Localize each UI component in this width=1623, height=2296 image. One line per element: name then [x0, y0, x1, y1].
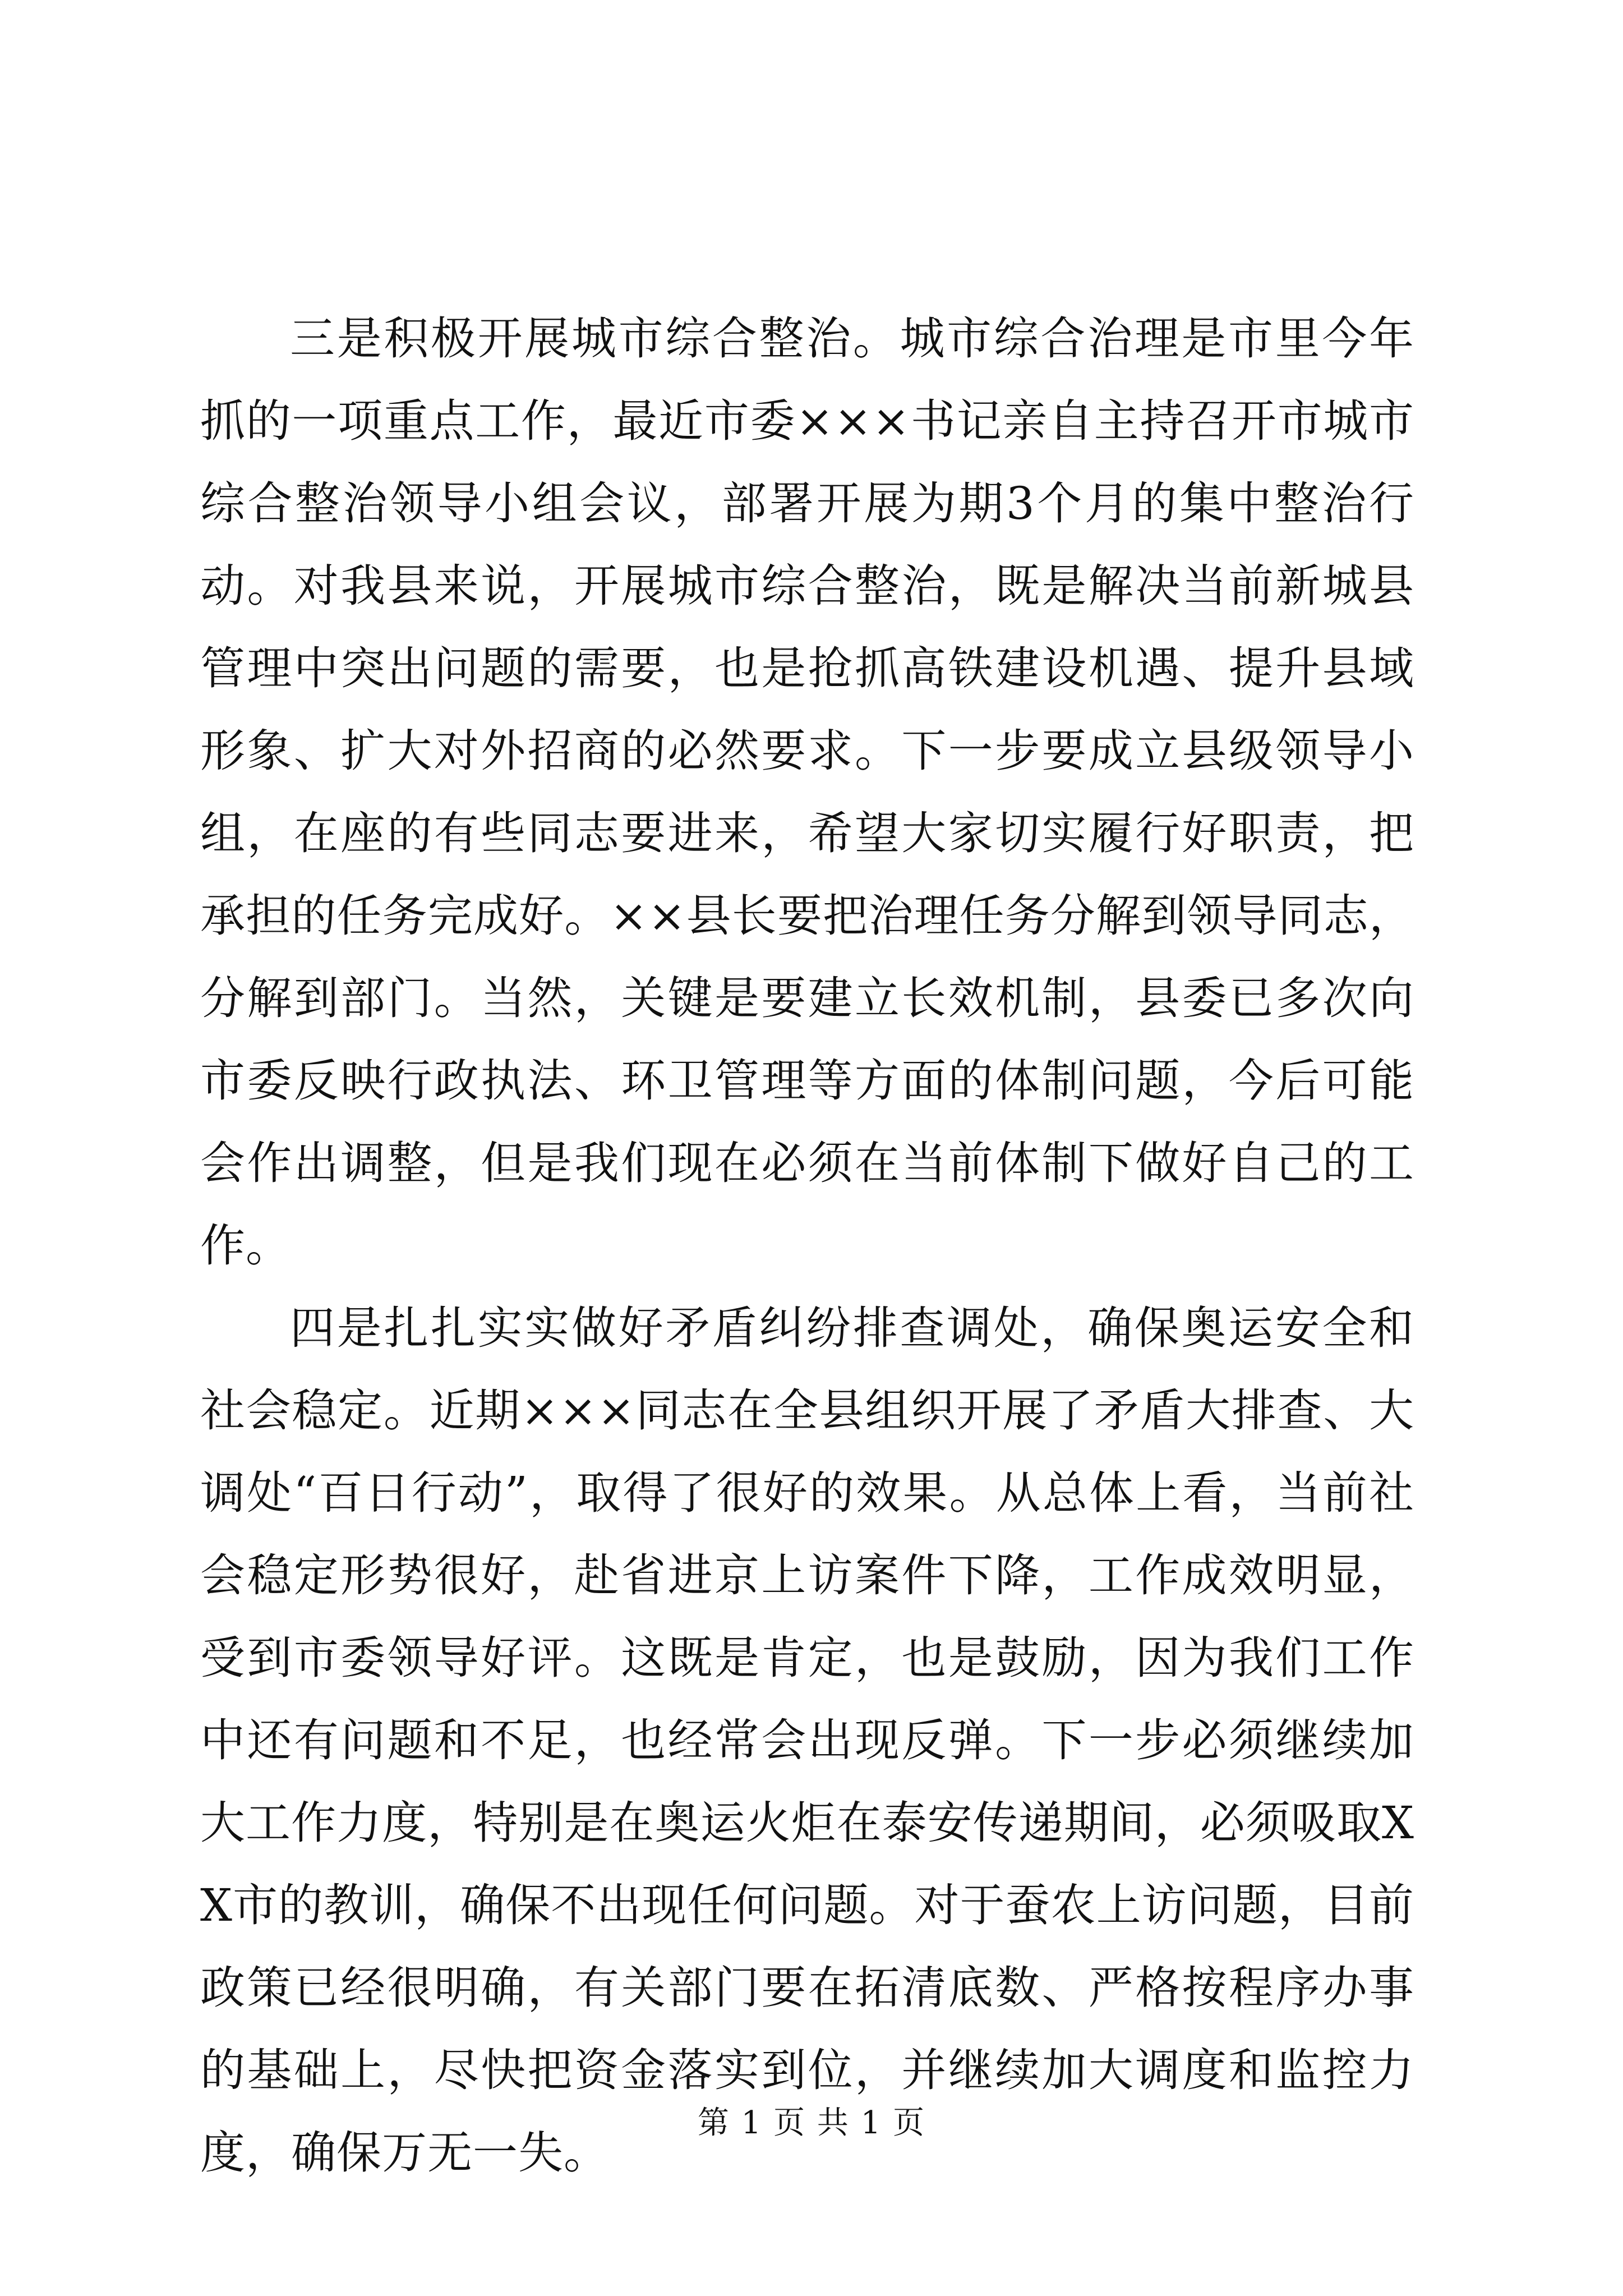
document-body	[200, 297, 1414, 2194]
page-number-footer: 第 1 页 共 1 页	[697, 2105, 926, 2141]
paragraph-dispute-mediation: 四是扎扎实实做好矛盾纠纷排查调处，确保奥运安全和社会稳定。近期×××同志在全县组织开展了矛盾大排查、大调处“百日行动”，取得了很好的效果。从总体上看，当前社会稳定形势很好，赴省进京上访案件下降，工作成效明显，受到市委领导好评。这既是肯定，也是鼓励，因为我们工作中还有问题和不足，也经常会出现反弹。下一步必须继续加大工作力度，特别是在奥运火炬在泰安传递期间，必须吸取XX市的教训，确保不出现任何问题。对于蚕农上访问题，目前政策已经很明确，有关部门要在拓清底数、严格按程序办事的基础上，尽快把资金落实到位，并继续加大调度和监控力度，确保万无一失。	[200, 1302, 1414, 2179]
paragraph-urban-rectification: 三是积极开展城市综合整治。城市综合治理是市里今年抓的一项重点工作，最近市委×××书记亲自主持召开市城市综合整治领导小组会议，部署开展为期3个月的集中整治行动。对我县来说，开展城市综合整治，既是解决当前新城县管理中突出问题的需要，也是抢抓高铁建设机遇、提升县域形象、扩大对外招商的必然要求。下一步要成立县级领导小组，在座的有些同志要进来，希望大家切实履行好职责，把承担的任务完成好。××县长要把治理任务分解到领导同志，分解到部门。当然，关键是要建立长效机制，县委已多次向市委反映行政执法、环卫管理等方面的体制问题，今后可能会作出调整，但是我们现在必须在当前体制下做好自己的工作。	[200, 312, 1414, 1272]
